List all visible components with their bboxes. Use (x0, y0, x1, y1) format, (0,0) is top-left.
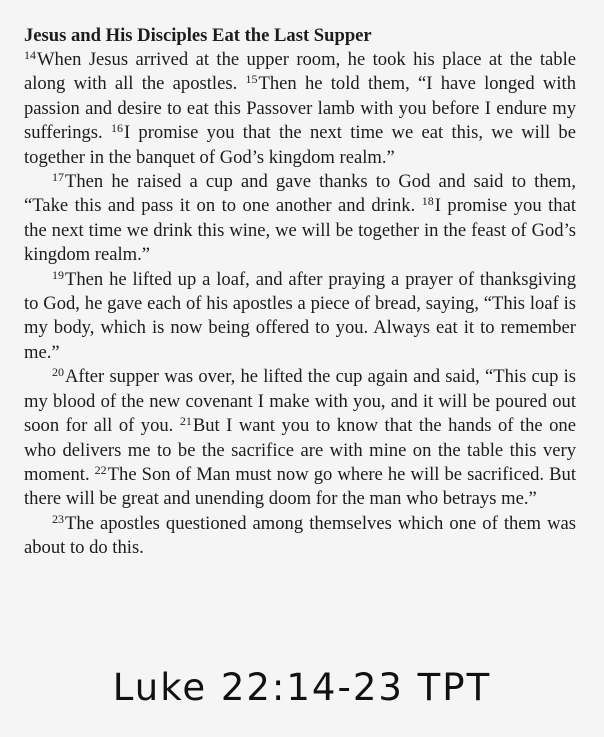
verse-text: The Son of Man must now go where he will be sacrificed. But there will be great and unending doom for the man who betrays me.” (24, 463, 576, 510)
verse-number: 16 (110, 121, 123, 136)
verse-text: I promise you that the next time we eat this, we will be together in the banquet of God’s kingdom realm.” (24, 122, 576, 168)
section-heading: Jesus and His Disciples Eat the Last Supper (24, 25, 372, 46)
verse-number: 18 (421, 194, 434, 209)
verse-number: 23 (52, 511, 64, 526)
verse-number: 14 (24, 48, 36, 62)
verse-text: The apostles questioned among themselves which one of them was about to do this. (24, 512, 576, 559)
verse-number: 22 (94, 462, 107, 477)
verse-number: 20 (52, 365, 64, 380)
verse-text: Then he told them, “I have longed with passion and desire to eat this Passover lamb with you before I endure my sufferings. (24, 73, 576, 144)
verse-text: Then he lifted up a loaf, and after praying a prayer of thanksgiving to God, he gave each of his apostles a piece of bread, saying, “This loaf is my body, which is now being offered to you. Always eat it to remember me.” (24, 268, 576, 363)
verse-number: 19 (52, 267, 64, 282)
verse-number: 15 (245, 72, 258, 87)
verse-text: I promise you that the next time we drink this wine, we will be together in the feast of God’s kingdom realm.” (24, 195, 577, 266)
verse-number: 21 (179, 414, 192, 429)
verse-number: 17 (52, 170, 64, 185)
paragraph (24, 512, 576, 561)
paragraph (24, 48, 576, 170)
paragraph (24, 365, 576, 511)
scripture-reference: Luke 22:14-23 TPT (112, 666, 492, 709)
paragraph (24, 170, 576, 268)
verse-text: When Jesus arrived at the upper room, he took his place at the table along with all the apostles. (24, 49, 576, 95)
verse-text: But I want you to know that the hands of the one who delivers me to be the sacrifice are with mine on the table this very moment. (24, 415, 576, 485)
paragraph (24, 268, 576, 366)
scripture-page (24, 24, 576, 561)
verse-text: After supper was over, he lifted the cup again and said, “This cup is my blood of the new covenant I make with you, and it will be poured out soon for all of you. (24, 366, 576, 437)
verse-text: Then he raised a cup and gave thanks to God and said to them, “Take this and pass it on to one another and drink. (24, 171, 576, 217)
